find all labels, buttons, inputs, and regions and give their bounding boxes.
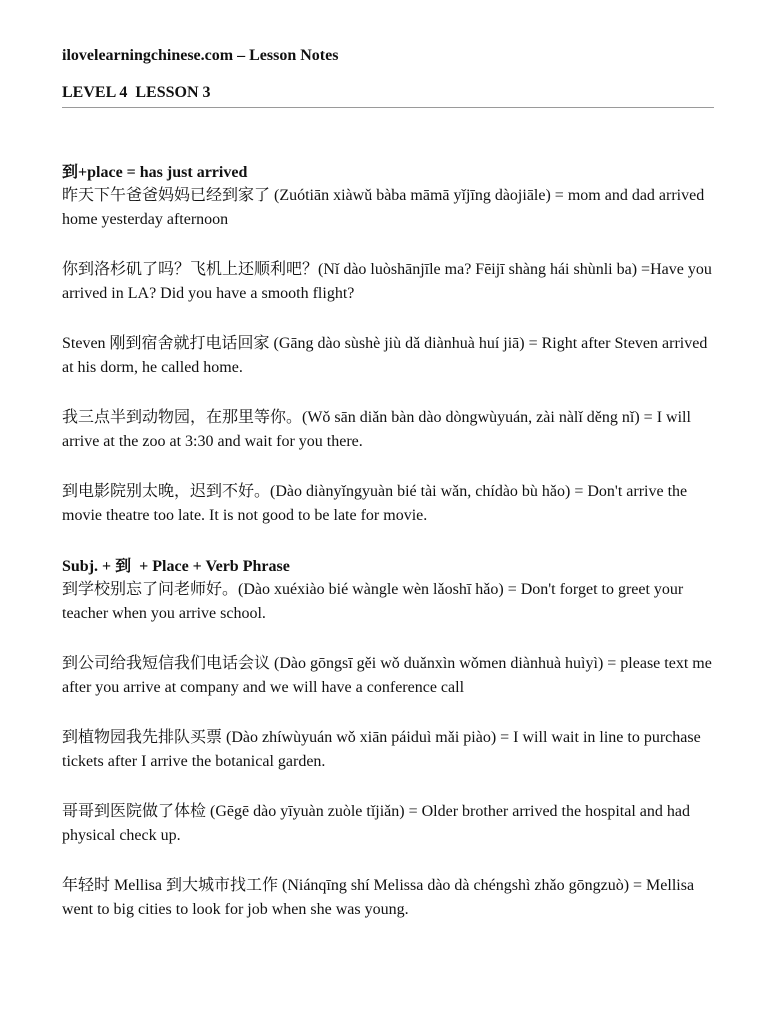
example-entry [62,874,714,922]
example-text: 你到洛杉矶了吗？飞机上还顺利吧？(Nǐ dào luòshānjīle ma? Fēijī shàng hái shùnli ba) =Have you arrived in LA? Did you have a smooth flight? [62,261,712,302]
example-entry [62,800,714,848]
lesson-title: LEVEL 4 LESSON 3 [62,84,211,101]
header-divider [62,107,714,108]
example-text: 到学校别忘了问老师好。(Dào xuéxiào bié wàngle wèn lǎoshī hǎo) = Don't forget to greet your teacher when you arrive school. [62,581,684,622]
example-text: 年轻时 Mellisa 到大城市找工作 (Niánqīng shí Melissa dào dà chéngshì zhǎo gōngzuò) = Mellisa went to big cities to look for job when she was young. [62,877,695,918]
example-entry [62,480,714,528]
example-text: Steven 刚到宿舍就打电话回家 (Gāng dào sùshè jiù dǎ diànhuà huí jiā) = Right after Steven arrived at his dorm, he called home. [62,335,708,376]
section-heading: Subj. + 到 + Place + Verb Phrase [62,558,290,575]
example-entry [62,406,714,454]
lesson-content [62,160,714,922]
example-text: 到公司给我短信我们电话会议 (Dào gōngsī gěi wǒ duǎnxìn wǒmen diànhuà huìyì) = please text me after you arrive at company and we will have a conference call [62,655,712,696]
example-entry [62,258,714,306]
example-text: 昨天下午爸爸妈妈已经到家了 (Zuótiān xiàwǔ bàba māmā yǐjīng dàojiāle) = mom and dad arrived home yesterday afternoon [62,187,705,228]
example-text: 到植物园我先排队买票 (Dào zhíwùyuán wǒ xiān páiduì mǎi piào) = I will wait in line to purchase tickets after I arrive the botanical garden. [62,729,701,770]
example-entry [62,652,714,700]
example-text: 到电影院别太晚，迟到不好。(Dào diànyǐngyuàn bié tài wǎn, chídào bù hǎo) = Don't arrive the movie theatre too late. It is not good to be late for movie. [62,483,688,524]
example-entry [62,332,714,380]
example-text: 哥哥到医院做了体检 (Gēgē dào yīyuàn zuòle tǐjiǎn) = Older brother arrived the hospital and had physical check up. [62,803,690,844]
example-entry [62,184,714,232]
site-title: ilovelearningchinese.com – Lesson Notes [62,47,339,64]
example-text: 我三点半到动物园，在那里等你。(Wǒ sān diǎn bàn dào dòngwùyuán, zài nàlǐ děng nǐ) = I will arrive at the zoo at 3:30 and wait for you there. [62,409,691,450]
section-heading: 到+place = has just arrived [62,164,248,181]
example-entry [62,578,714,626]
example-entry [62,726,714,774]
